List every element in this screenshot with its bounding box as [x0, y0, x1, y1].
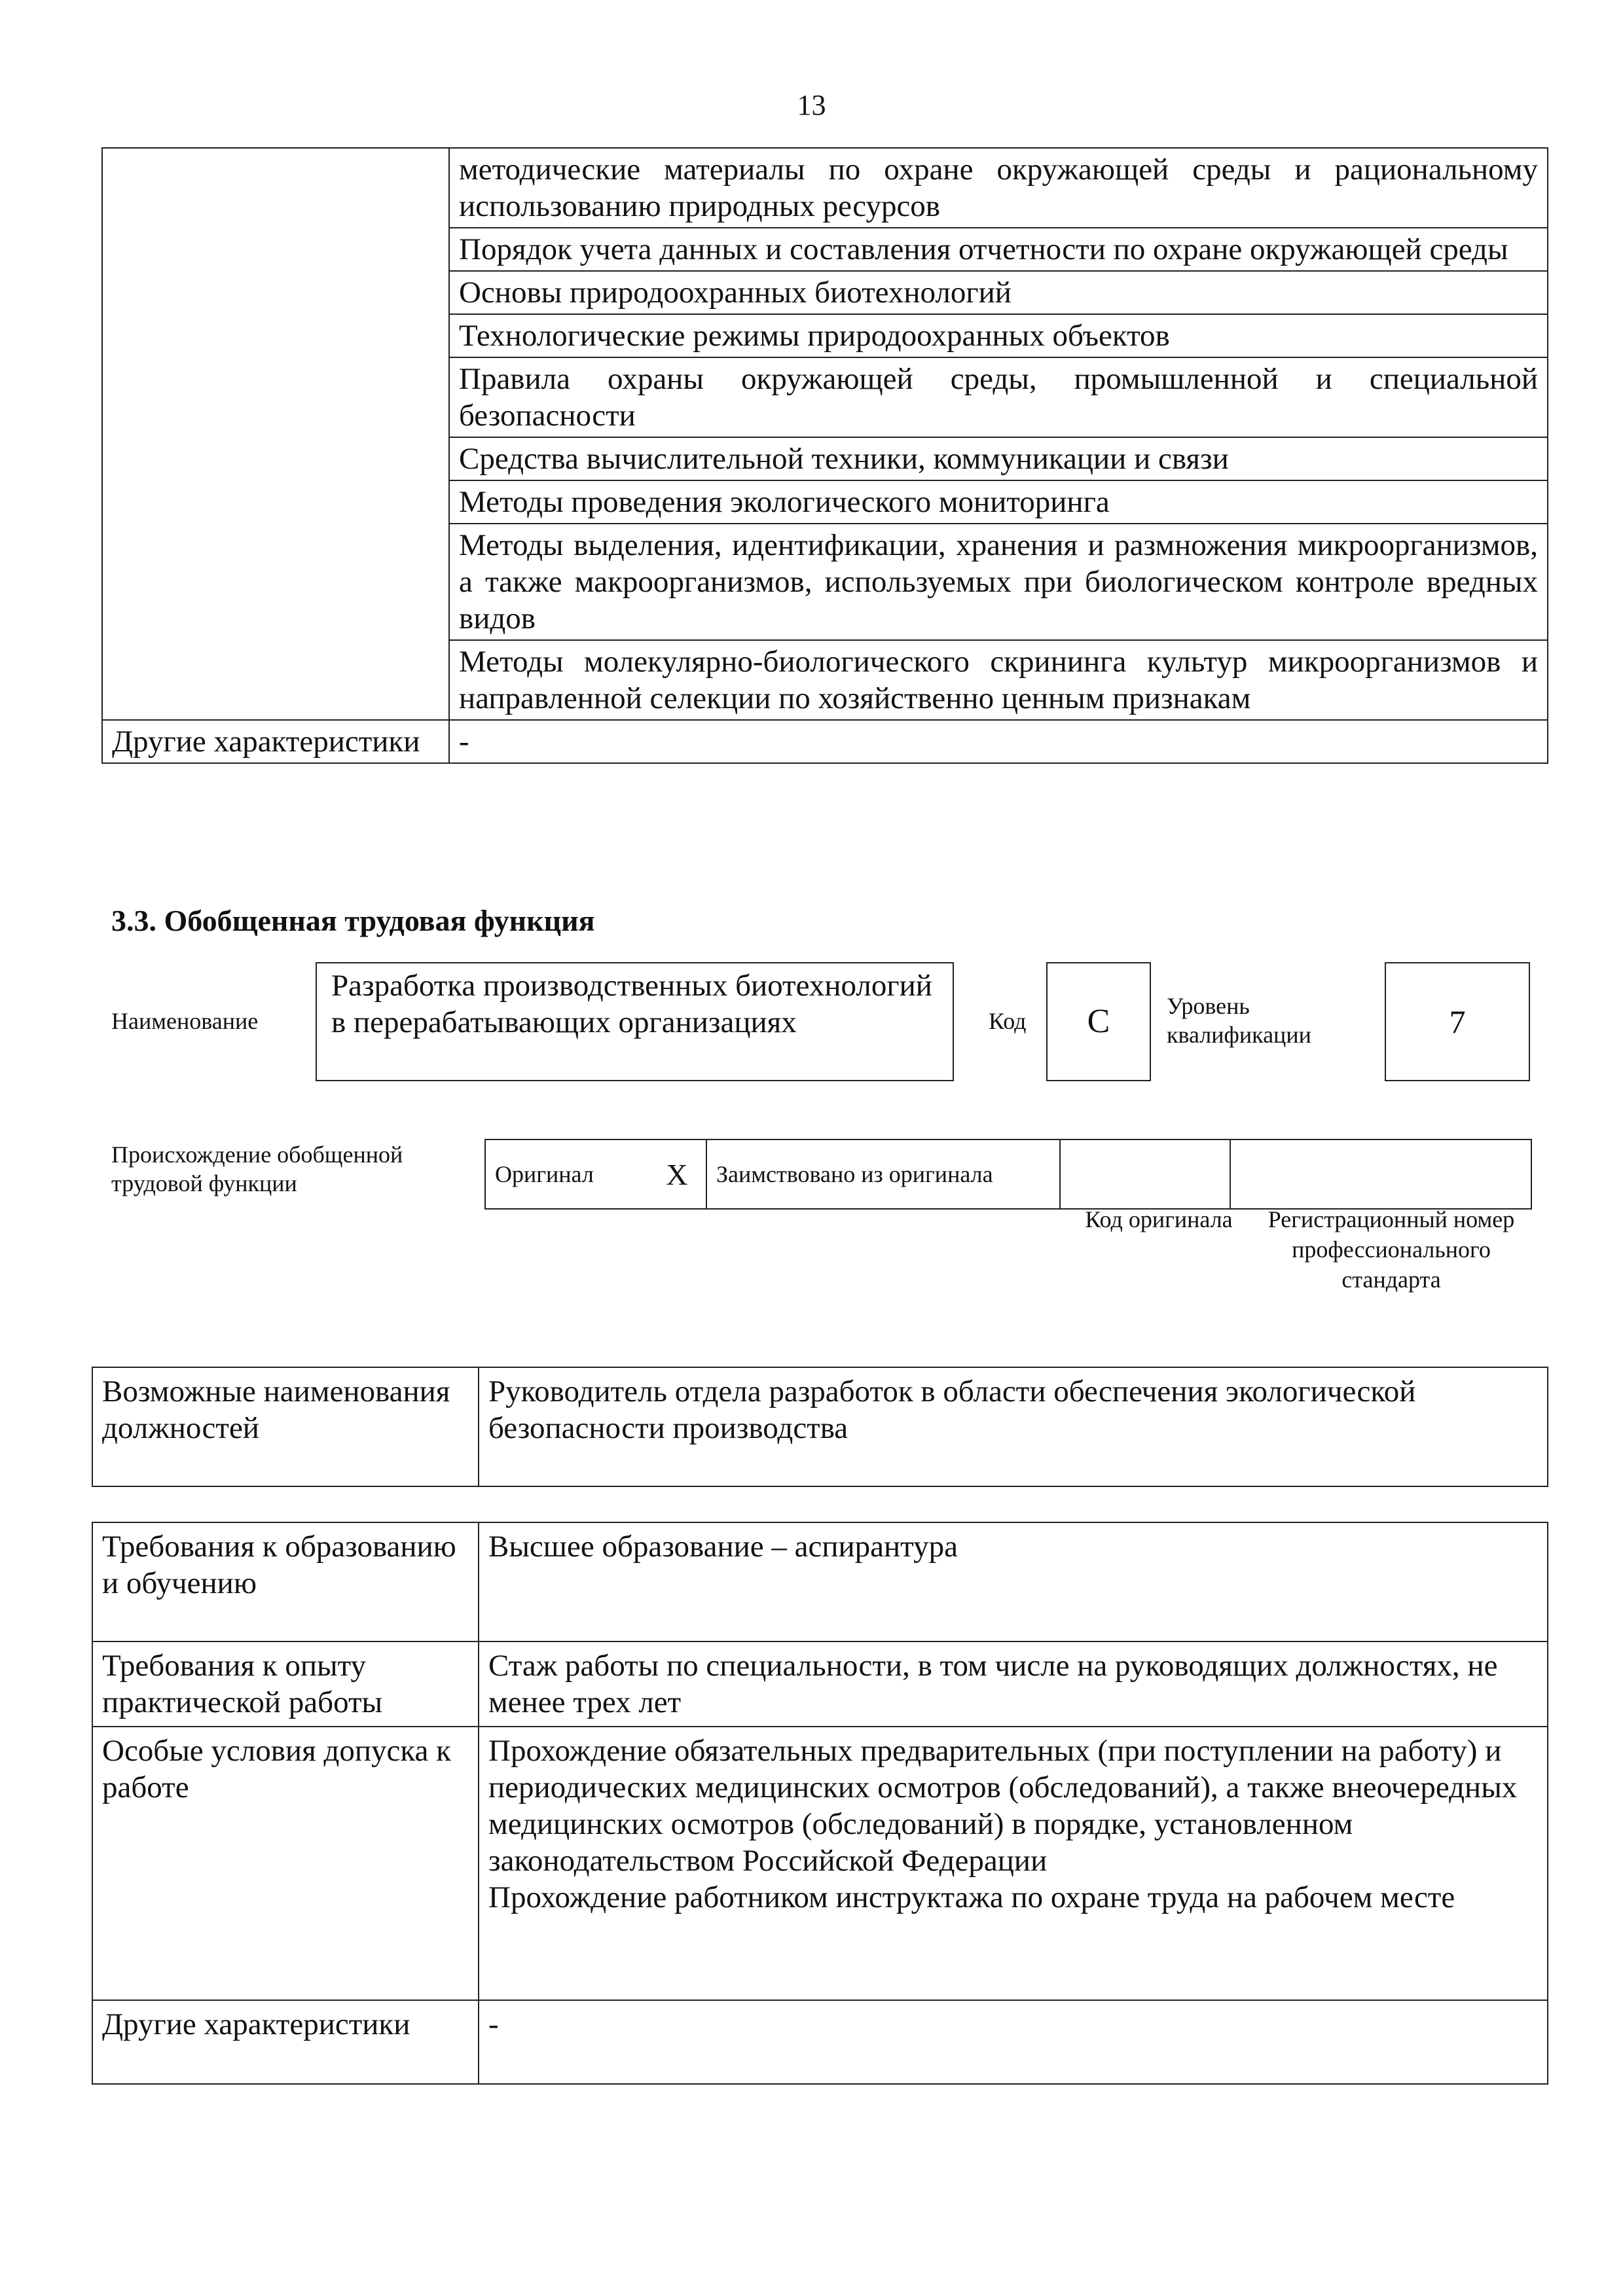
knowledge-item: Правила охраны окружающей среды, промышленной и специальной безопасности [449, 357, 1548, 437]
table-row [485, 1139, 1531, 1209]
other-characteristics-value: - [449, 720, 1548, 763]
knowledge-item: Порядок учета данных и составления отчетности по охране окружающей среды [449, 228, 1548, 271]
knowledge-item: методические материалы по охране окружающей среды и рациональному использованию природных ресурсов [449, 148, 1548, 228]
table-row [92, 1367, 1548, 1486]
knowledge-item: Технологические режимы природоохранных объектов [449, 314, 1548, 357]
original-code-caption: Код оригинала [1085, 1206, 1233, 1232]
admission-value-cell [479, 1727, 1548, 2000]
knowledge-item: Методы выделения, идентификации, хранения и размножения микроорганизмов, а также макроорганизмов, используемых при биологическом контроле вредных видов [449, 524, 1548, 640]
origin-label: Происхождение обобщенной трудовой функции [111, 1141, 403, 1196]
name-label: Наименование [111, 1008, 259, 1034]
knowledge-table [101, 147, 1548, 764]
table-row [102, 148, 1548, 228]
positions-label: Возможные наименования должностей [92, 1367, 479, 1486]
qualification-level-label: Уровень квалификации [1167, 993, 1311, 1048]
code-value-box: С [1046, 962, 1151, 1081]
registration-number-cell [1230, 1139, 1531, 1209]
positions-value: Руководитель отдела разработок в области обеспечения экологической безопасности производства [479, 1367, 1548, 1486]
knowledge-item: Основы природоохранных биотехнологий [449, 271, 1548, 314]
original-mark: X [648, 1139, 706, 1209]
table-row [92, 1727, 1548, 2000]
original-code-cell [1060, 1139, 1230, 1209]
education-value: Высшее образование – аспирантура [479, 1522, 1548, 1641]
section-title: 3.3. Обобщенная трудовая функция [111, 904, 595, 937]
knowledge-label-cell [102, 148, 449, 720]
borrowed-label: Заимствовано из оригинала [706, 1139, 1060, 1209]
table-row [92, 2000, 1548, 2084]
admission-item: Прохождение обязательных предварительных (при поступлении на работу) и периодических медицинских осмотров (обследований), а также внеочередных медицинских осмотров (обследований) в порядке, установленном законодательством Российской Федерации [488, 1734, 1518, 1878]
original-label: Оригинал [485, 1139, 648, 1209]
education-label: Требования к образованию и обучению [92, 1522, 479, 1641]
requirements-other-value: - [479, 2000, 1548, 2084]
admission-label: Особые условия допуска к работе [92, 1727, 479, 2000]
requirements-table [92, 1522, 1548, 2085]
positions-table [92, 1367, 1548, 1487]
function-name-box: Разработка производственных биотехнологий в перерабатывающих организациях [316, 962, 954, 1081]
page-number: 13 [797, 89, 826, 121]
other-characteristics-label: Другие характеристики [102, 720, 449, 763]
knowledge-item: Средства вычислительной техники, коммуникации и связи [449, 437, 1548, 480]
experience-value: Стаж работы по специальности, в том числе на руководящих должностях, не менее трех лет [479, 1641, 1548, 1727]
registration-number-caption: Регистрационный номер профессионального стандарта [1267, 1206, 1515, 1293]
code-label: Код [989, 1008, 1027, 1034]
knowledge-item: Методы проведения экологического мониторинга [449, 480, 1548, 524]
origin-table [484, 1139, 1532, 1210]
table-row [92, 1641, 1548, 1727]
experience-label: Требования к опыту практической работы [92, 1641, 479, 1727]
requirements-other-label: Другие характеристики [92, 2000, 479, 2084]
qualification-level-box: 7 [1385, 962, 1530, 1081]
table-row [92, 1522, 1548, 1641]
admission-item: Прохождение работником инструктажа по охране труда на рабочем месте [488, 1880, 1455, 1914]
knowledge-item: Методы молекулярно-биологического скрининга культур микроорганизмов и направленной селекции по хозяйственно ценным признакам [449, 640, 1548, 720]
table-row [102, 720, 1548, 763]
